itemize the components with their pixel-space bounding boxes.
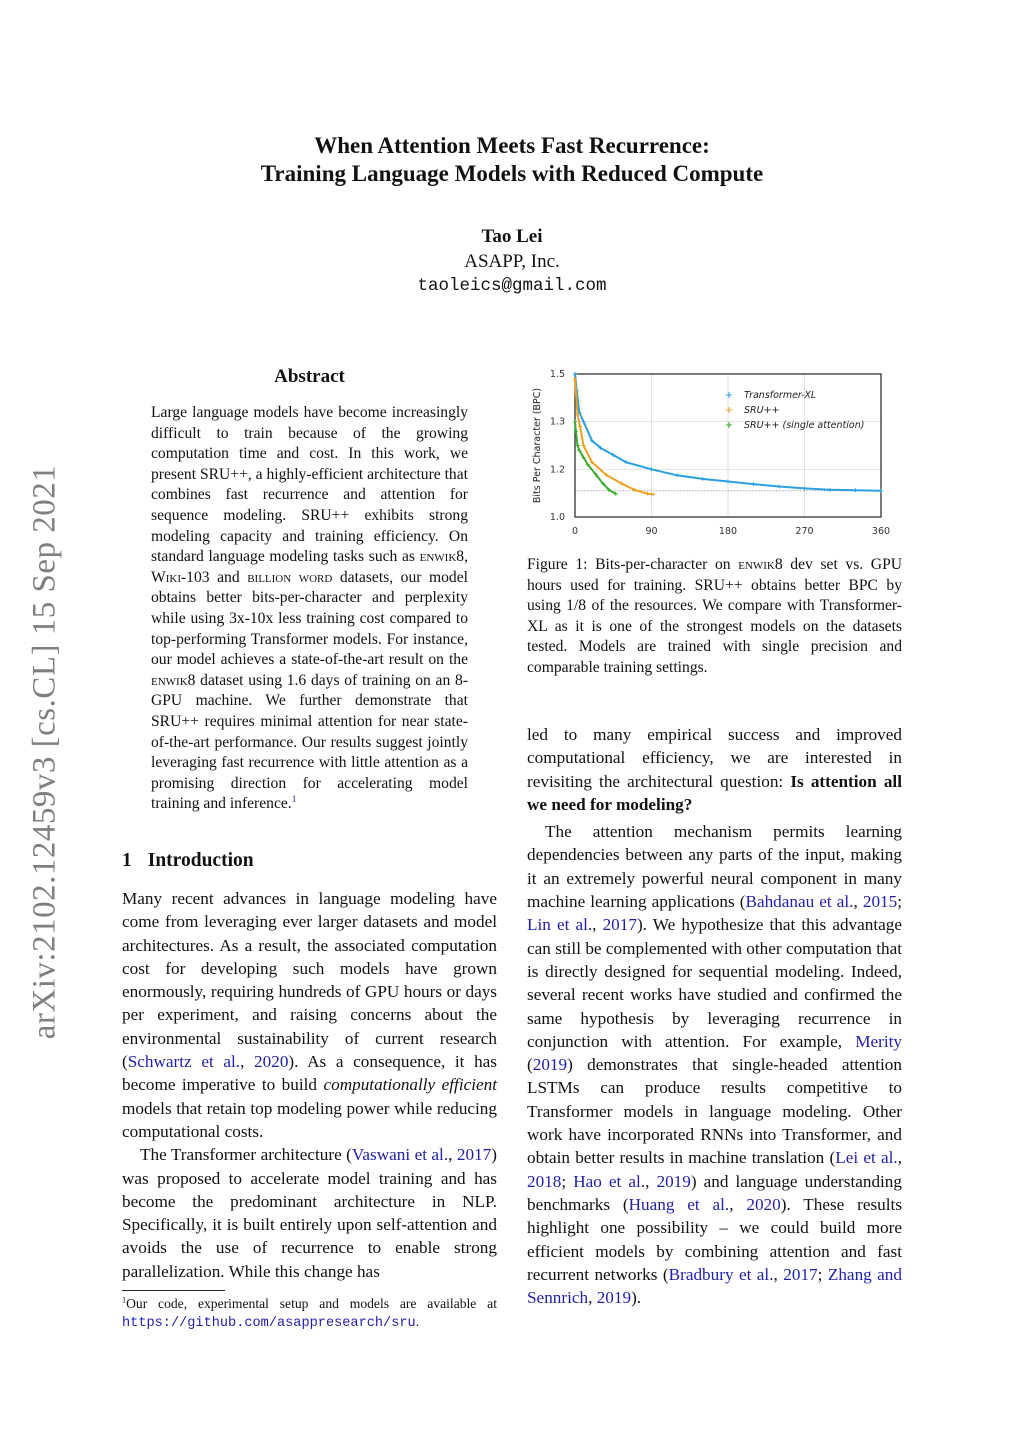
footnote-text: Our code, experimental setup and models are available at bbox=[126, 1296, 497, 1311]
text-run: , bbox=[853, 892, 863, 912]
text-run: billion word bbox=[247, 568, 333, 586]
data-point-marker bbox=[828, 488, 832, 492]
text-run: ) was proposed to accelerate model training and has become the predominant architecture in NLP. Specifically, it is built entirely upon self-attention and avoids the use of recurrence to enable strong parallelization. While this change has bbox=[122, 1145, 497, 1281]
data-point-marker bbox=[803, 486, 807, 490]
arxiv-stamp: arXiv:2102.12459v3 [cs.CL] 15 Sep 2021 bbox=[26, 464, 63, 1040]
text-run: , bbox=[773, 1264, 784, 1284]
text-run: ). As a consequence, it has become imperative to build bbox=[122, 1052, 497, 1095]
section-title: Introduction bbox=[147, 850, 254, 871]
citation-link[interactable]: 2017 bbox=[783, 1264, 818, 1284]
text-run: Many recent advances in language modeling have come from leveraging ever larger datasets and model architectures. As a result, the associated computation cost for developing such models have grown enormously, requiring hundreds of GPU hours or days per experiment, and raising concerns about the environmental sustainability of current research ( bbox=[122, 889, 497, 1072]
text-run: ) demonstrates that single-headed attention LSTMs can produce results competitive to Transformer models in language modeling. Other work have incorporated RNNs into Transformer, and obtain better results in machine translation ( bbox=[527, 1055, 902, 1168]
paragraph bbox=[122, 887, 497, 1143]
citation-link[interactable]: Vaswani et al. bbox=[351, 1145, 449, 1165]
data-point-marker bbox=[777, 484, 781, 488]
citation-link[interactable]: 2018 bbox=[527, 1171, 562, 1191]
text-run: models that retain top modeling power while reducing computational costs. bbox=[122, 1098, 497, 1141]
text-run: , bbox=[464, 548, 468, 566]
text-run: ). These results highlight one possibility – we could build more efficient models by combining attention and fast recurrent networks ( bbox=[527, 1194, 903, 1284]
text-run: computationally efficient bbox=[323, 1075, 498, 1095]
citation-link[interactable]: 2017 bbox=[456, 1145, 492, 1165]
text-run: , bbox=[897, 1148, 902, 1168]
data-point-marker bbox=[752, 482, 756, 486]
data-point bbox=[879, 489, 883, 493]
citation-link[interactable]: 2019 bbox=[596, 1288, 632, 1308]
data-point bbox=[803, 486, 807, 490]
text-run: and bbox=[209, 568, 248, 586]
text-run: enwik8 bbox=[151, 671, 196, 689]
data-point bbox=[701, 477, 705, 481]
data-point bbox=[828, 488, 832, 492]
x-tick-label: 0 bbox=[571, 526, 579, 537]
text-run: , bbox=[240, 1052, 255, 1072]
citation-link[interactable]: 2017 bbox=[602, 915, 637, 935]
text-run: dev set vs. GPU hours used for training. SRU++ obtains better BPC by using 1/8 of the resources. We compare with Transformer-XL as it is one of the strongest models on the datasets tested. Models are trained with single precision and comparable training settings. bbox=[527, 556, 902, 676]
data-point-marker bbox=[879, 489, 883, 493]
section-heading-introduction bbox=[122, 850, 270, 872]
y-tick-label: 1.5 bbox=[549, 369, 565, 380]
citation-link[interactable]: 2015 bbox=[862, 892, 898, 912]
text-run: ). bbox=[631, 1288, 642, 1308]
text-run: enwik8 bbox=[419, 548, 465, 566]
text-run: , bbox=[592, 915, 603, 935]
paragraph bbox=[527, 555, 902, 679]
abstract-heading: Abstract bbox=[274, 366, 345, 387]
author-name: Tao Lei bbox=[481, 226, 543, 247]
text-run: Large language models have become increasingly difficult to train because of the growing computation time and cost. In this work, we present SRU++, a highly-efficient architecture that combines fast recurrence and attention for sequence modeling. SRU++ exhibits strong modeling capacity and training efficiency. On standard language modeling tasks such as bbox=[151, 404, 468, 566]
x-tick-label: 180 bbox=[718, 526, 738, 537]
paragraph bbox=[527, 820, 902, 1309]
figure-1-chart bbox=[527, 362, 902, 542]
data-point-marker bbox=[726, 479, 730, 483]
text-run: datasets, our model obtains better bits-per-character and perplexity while using 3x-10x less training cost compared to top-performing Transformer models. For instance, our model achieves a state-of-the-art result on the bbox=[151, 568, 468, 669]
citation-link[interactable]: Lin et al. bbox=[527, 915, 593, 935]
introduction-left-column bbox=[122, 887, 497, 1283]
author-affiliation: ASAPP, Inc. bbox=[464, 251, 560, 272]
introduction-right-column bbox=[527, 723, 902, 1309]
footnote-mark: 1 bbox=[122, 1295, 127, 1305]
y-axis-label: Bits Per Character (BPC) bbox=[532, 387, 543, 504]
legend-label: SRU++ (single attention) bbox=[744, 420, 865, 431]
data-point-marker bbox=[701, 477, 705, 481]
figure-1-caption bbox=[527, 555, 902, 679]
y-tick-label: 1.3 bbox=[549, 416, 565, 428]
text-run: ; bbox=[817, 1264, 828, 1284]
data-point bbox=[573, 372, 577, 376]
text-run: The Transformer architecture ( bbox=[140, 1145, 352, 1165]
text-run: The attention mechanism permits learning dependencies between any parts of the input, making it an extremely powerful neural component in many machine learning applications ( bbox=[527, 822, 902, 912]
y-tick-label: 1.0 bbox=[549, 512, 565, 523]
author-email: taoleics@gmail.com bbox=[417, 276, 607, 296]
citation-link[interactable]: 2020 bbox=[254, 1052, 289, 1072]
citation-link[interactable]: 2019 bbox=[656, 1171, 691, 1191]
data-point bbox=[777, 484, 781, 488]
paragraph bbox=[151, 403, 468, 815]
text-run: ; bbox=[897, 892, 902, 912]
legend-label: SRU++ bbox=[744, 405, 780, 416]
text-run: ; bbox=[561, 1171, 574, 1191]
legend-marker-1 bbox=[726, 407, 732, 413]
data-point-marker bbox=[675, 473, 679, 477]
citation-link[interactable]: Huang et al. bbox=[628, 1194, 730, 1214]
data-point-marker bbox=[578, 424, 582, 428]
text-run: Wiki-103 bbox=[151, 568, 210, 586]
paragraph bbox=[527, 723, 902, 816]
citation-link[interactable]: 2020 bbox=[746, 1194, 781, 1214]
data-point-marker bbox=[573, 420, 577, 424]
section-number: 1 bbox=[122, 850, 132, 871]
data-point bbox=[675, 473, 679, 477]
footnote-url-link[interactable]: https://github.com/asappresearch/sru bbox=[122, 1316, 416, 1331]
paper-title bbox=[0, 132, 1024, 188]
x-tick-label: 270 bbox=[795, 526, 814, 537]
data-point bbox=[726, 479, 730, 483]
text-run: ) and language understanding benchmarks ( bbox=[527, 1171, 902, 1214]
data-point-marker bbox=[854, 488, 858, 492]
text-run: , bbox=[645, 1171, 657, 1191]
text-run: ( bbox=[527, 1055, 533, 1075]
title-line-2: Training Language Models with Reduced Compute bbox=[260, 161, 764, 186]
citation-link[interactable]: Bahdanau et al. bbox=[745, 892, 854, 912]
y-tick-label: 1.2 bbox=[549, 464, 565, 476]
footnote-rule bbox=[122, 1290, 225, 1291]
text-run: , bbox=[729, 1194, 747, 1214]
text-run: enwik8 bbox=[738, 556, 783, 573]
legend-label: Transformer-XL bbox=[744, 390, 817, 401]
legend-marker-2 bbox=[726, 422, 732, 428]
data-point bbox=[578, 424, 582, 428]
data-point-marker bbox=[573, 372, 577, 376]
citation-link[interactable]: Merity bbox=[855, 1031, 902, 1051]
text-run: , bbox=[448, 1145, 457, 1165]
series-line-1 bbox=[575, 379, 653, 495]
abstract-body bbox=[151, 403, 468, 815]
citation-link[interactable]: Bradbury et al. bbox=[668, 1264, 774, 1284]
text-run: dataset using 1.6 days of training on an 8-GPU machine. We further demonstrate that SRU++ requires minimal attention for near state-of-the-art performance. Our results suggest jointly leveraging fast recurrence with little attention as a promising direction for accelerating model training and inference. bbox=[151, 671, 468, 813]
text-run: , bbox=[588, 1288, 597, 1308]
legend-marker-0 bbox=[726, 392, 732, 398]
data-point bbox=[752, 482, 756, 486]
footnote bbox=[122, 1295, 497, 1333]
citation-link[interactable]: Schwartz et al. bbox=[127, 1052, 241, 1072]
footnote-end: . bbox=[415, 1314, 420, 1329]
citation-link[interactable]: Hao et al. bbox=[573, 1171, 646, 1191]
text-run: ). We hypothesize that this advantage can still be complemented with other computation that is directly designed for sequential modeling. Indeed, several recent works have studied and confirmed the same hypothesis by leveraging recurrence in conjunction with attention. For example, bbox=[527, 915, 902, 1051]
citation-link[interactable]: Lei et al. bbox=[835, 1148, 898, 1168]
x-tick-label: 90 bbox=[645, 526, 658, 537]
text-run: Figure 1: Bits-per-character on bbox=[527, 556, 739, 573]
paragraph bbox=[122, 1143, 497, 1283]
text-run: led to many empirical success and improved computational efficiency, we are interested in revisiting the architectural question: bbox=[527, 725, 902, 791]
text-run: Is attention all we need for modeling? bbox=[527, 771, 902, 814]
citation-link[interactable]: 2019 bbox=[532, 1055, 568, 1075]
title-line-1: When Attention Meets Fast Recurrence: bbox=[314, 133, 710, 158]
data-point bbox=[573, 420, 577, 424]
citation-link[interactable]: Zhang and Sennrich bbox=[527, 1264, 902, 1308]
x-tick-label: 360 bbox=[871, 526, 891, 537]
footnote-ref-link[interactable]: 1 bbox=[291, 795, 297, 806]
data-point bbox=[854, 488, 858, 492]
